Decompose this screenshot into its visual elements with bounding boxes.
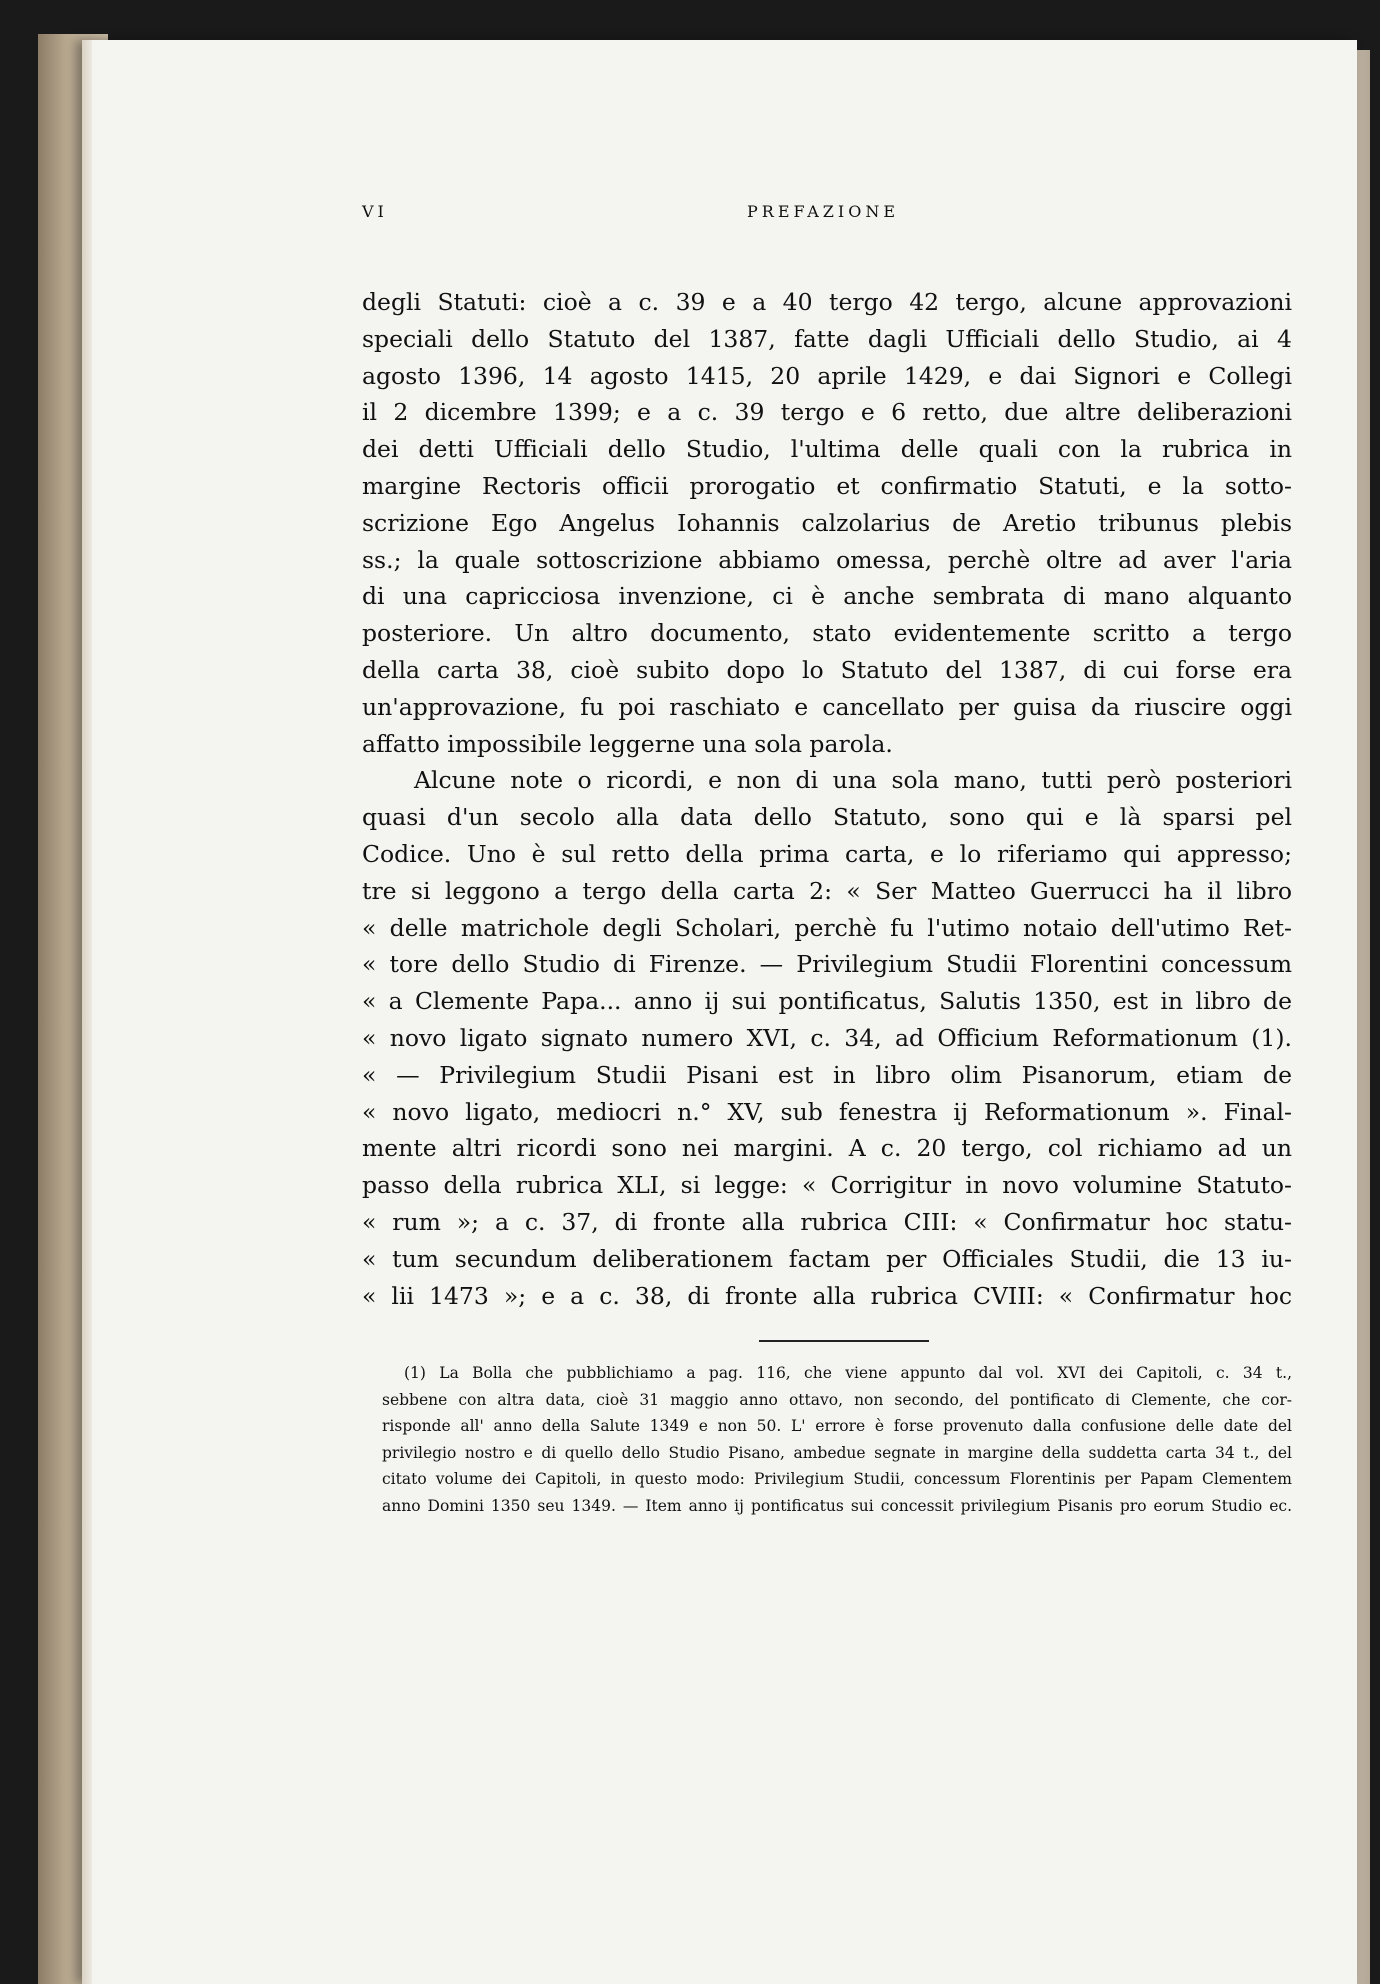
text-line: di una capricciosa invenzione, ci è anche sembrata di mano alquanto	[362, 582, 1292, 611]
text-line: « novo ligato, mediocri n.° XV, sub fenestra ij Reformationum ». Final-	[362, 1097, 1292, 1126]
text-line: « delle matrichole degli Scholari, perchè fu l'utimo notaio dell'utimo Ret-	[362, 913, 1292, 942]
text-line: Codice. Uno è sul retto della prima carta, e lo riferiamo qui appresso;	[362, 839, 1292, 868]
book-page	[82, 40, 1357, 1984]
text-line: tre si leggono a tergo della carta 2: « Ser Matteo Guerrucci ha il libro	[362, 876, 1292, 905]
text-line: « tore dello Studio di Firenze. — Privilegium Studii Florentini concessum	[362, 950, 1292, 979]
text-line: « lii 1473 »; e a c. 38, di fronte alla rubrica CVIII: « Confirmatur hoc	[362, 1281, 1292, 1310]
text-line: affatto impossibile leggerne una sola parola.	[362, 729, 893, 758]
footnote-line: risponde all' anno della Salute 1349 e non 50. L' errore è forse provenuto dalla confusione delle date del	[382, 1417, 1292, 1435]
footnote-line: sebbene con altra data, cioè 31 maggio anno ottavo, non secondo, del pontificato di Clemente, che cor-	[382, 1390, 1292, 1409]
text-line: « novo ligato signato numero XVI, c. 34, ad Officium Reformationum (1).	[362, 1023, 1292, 1052]
text-line: ss.; la quale sottoscrizione abbiamo omessa, perchè oltre ad aver l'aria	[362, 545, 1292, 574]
footnote-line: citato volume dei Capitoli, in questo modo: Privilegium Studii, concessum Florentinis per Papam Clementem	[382, 1470, 1292, 1488]
text-line: quasi d'un secolo alla data dello Statuto, sono qui e là sparsi pel	[362, 803, 1292, 832]
text-line: Alcune note o ricordi, e non di una sola mano, tutti però posteriori	[414, 766, 1292, 795]
text-line: mente altri ricordi sono nei margini. A c. 20 tergo, col richiamo ad un	[362, 1134, 1292, 1163]
text-line: « a Clemente Papa... anno ij sui pontificatus, Salutis 1350, est in libro de	[362, 987, 1292, 1016]
text-line: degli Statuti: cioè a c. 39 e a 40 tergo 42 tergo, alcune approvazioni	[362, 288, 1292, 316]
text-line: posteriore. Un altro documento, stato evidentemente scritto a tergo	[362, 619, 1292, 648]
text-line: il 2 dicembre 1399; e a c. 39 tergo e 6 retto, due altre deliberazioni	[362, 398, 1292, 427]
text-line: scrizione Ego Angelus Iohannis calzolarius de Aretio tribunus plebis	[362, 508, 1292, 537]
text-line: margine Rectoris officii prorogatio et confirmatio Statuti, e la sotto-	[362, 471, 1292, 500]
text-line: passo della rubrica XLI, si legge: « Corrigitur in novo volumine Statuto-	[362, 1171, 1292, 1200]
running-title: PREFAZIONE	[747, 202, 899, 221]
text-line: speciali dello Statuto del 1387, fatte dagli Ufficiali dello Studio, ai 4	[362, 324, 1292, 353]
text-line: « — Privilegium Studii Pisani est in libro olim Pisanorum, etiam de	[362, 1060, 1292, 1089]
footnote-line: privilegio nostro e di quello dello Studio Pisano, ambedue segnate in margine della suddetta carta 34 t., del	[382, 1443, 1292, 1462]
page-gutter-edge	[82, 40, 92, 1984]
footnote-line: (1) La Bolla che pubblichiamo a pag. 116, che viene appunto dal vol. XVI dei Capitoli, c. 34 t.,	[404, 1364, 1292, 1382]
text-line: della carta 38, cioè subito dopo lo Statuto del 1387, di cui forse era	[362, 655, 1292, 684]
footnote-separator	[759, 1340, 929, 1342]
body-text	[362, 284, 1292, 1314]
text-line: agosto 1396, 14 agosto 1415, 20 aprile 1429, e dai Signori e Collegi	[362, 361, 1292, 390]
text-line: un'approvazione, fu poi raschiato e cancellato per guisa da riuscire oggi	[362, 692, 1292, 721]
folio-number: VI	[362, 202, 388, 221]
footnotes	[382, 1360, 1292, 1519]
text-line: « rum »; a c. 37, di fronte alla rubrica CIII: « Confirmatur hoc statu-	[362, 1207, 1292, 1236]
text-line: dei detti Ufficiali dello Studio, l'ultima delle quali con la rubrica in	[362, 435, 1292, 464]
text-line: « tum secundum deliberationem factam per Officiales Studii, die 13 iu-	[362, 1244, 1292, 1273]
footnote-line: anno Domini 1350 seu 1349. — Item anno ij pontificatus sui concessit privilegium Pisanis pro eorum Studio ec.	[382, 1496, 1292, 1515]
page-header	[354, 202, 1292, 242]
